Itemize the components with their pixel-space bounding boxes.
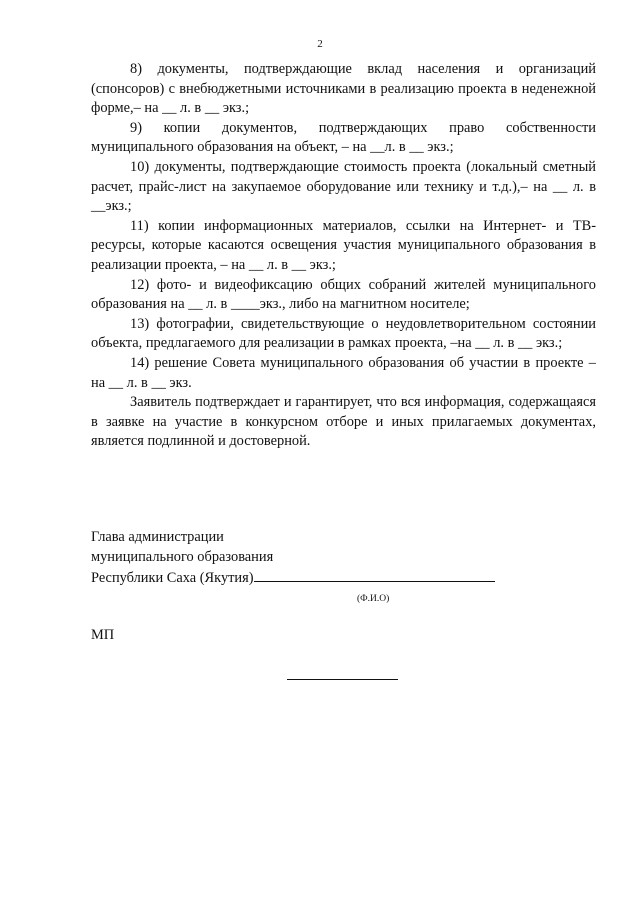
signature-title-line: Глава администрации (91, 529, 224, 545)
list-item-12: 12) фото- и видеофиксацию общих собраний жителей муниципального образования на __ л. в ____экз., либо на магнитном носителе; (91, 276, 596, 313)
list-item-8: 8) документы, подтверждающие вклад населения и организаций (спонсоров) с внебюджетными источниками в реализацию проекта в неденежной форме,– на __ л. в __ экз.; (91, 61, 596, 117)
document-body (91, 60, 596, 452)
fio-caption: (Ф.И.О) (357, 594, 390, 604)
list-item-13: 13) фотографии, свидетельствующие о неудовлетворительном состоянии объекта, предлагаемого для реализации в рамках проекта, –на __ л. в __ экз.; (91, 315, 596, 352)
stamp-label: МП (91, 627, 115, 643)
signature-region-line (91, 567, 596, 589)
list-item-9: 9) копии документов, подтверждающих право собственности муниципального образования на объект, – на __л. в __ экз.; (91, 119, 596, 156)
signature-org-line: муниципального образования (91, 548, 274, 565)
page-number: 2 (317, 38, 323, 50)
list-item-14: 14) решение Совета муниципального образования об участии в проекте – на __ л. в __ экз. (91, 354, 596, 391)
signature-block (91, 528, 596, 589)
applicant-statement: Заявитель подтверждает и гарантирует, что вся информация, содержащаяся в заявке на участие в конкурсном отборе и иных прилагаемых документах, является подлинной и достоверной. (91, 394, 596, 450)
list-item-10: 10) документы, подтверждающие стоимость проекта (локальный сметный расчет, прайс-лист на закупаемое оборудование или технику и т.д.),– на __ л. в __экз.; (91, 158, 596, 215)
signature-region-text: Республики Саха (Якутия) (91, 570, 254, 587)
end-divider (287, 679, 398, 680)
list-item-11: 11) копии информационных материалов, ссылки на Интернет- и ТВ-ресурсы, которые касаются освещения участия муниципального образования в реализации проекта, – на __ л. в __ экз.; (91, 217, 596, 273)
signature-blank-line (254, 567, 495, 582)
